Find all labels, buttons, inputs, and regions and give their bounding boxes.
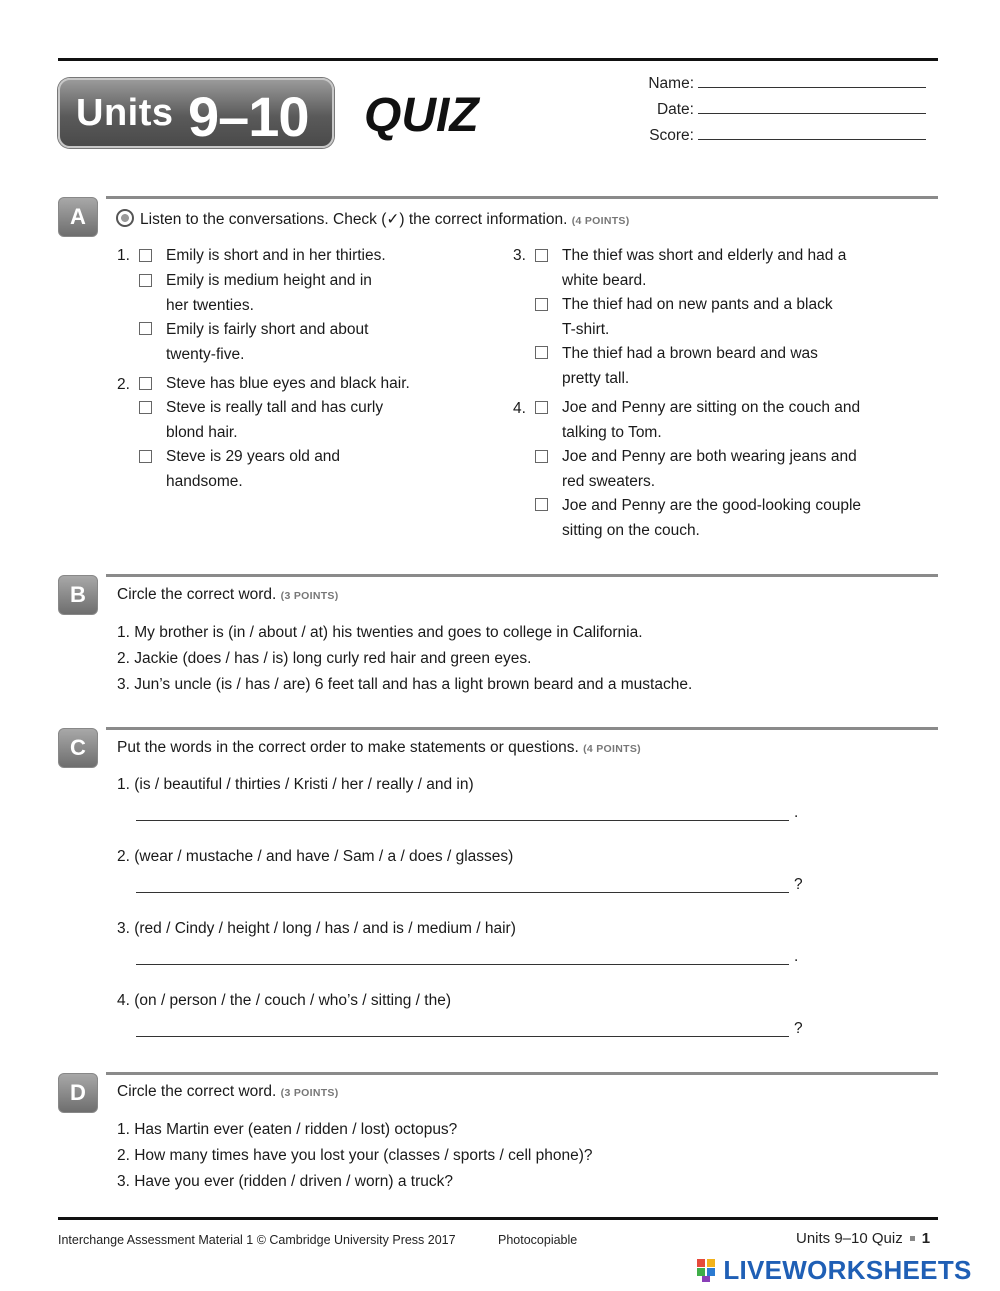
d-item-1[interactable]: 1. Has Martin ever (eaten / ridden / lost) octopus? (117, 1121, 458, 1138)
section-d-badge: D (58, 1073, 98, 1113)
a-q4-option-1: Joe and Penny are sitting on the couch and talking to Tom. (562, 399, 861, 441)
footer-separator-icon (910, 1236, 915, 1241)
a-q3-checkbox-1[interactable] (535, 249, 548, 262)
a-q4-number: 4. (513, 400, 526, 417)
a-q1-checkbox-2[interactable] (139, 274, 152, 287)
section-c-points: (4 POINTS) (583, 743, 641, 755)
b-item-2[interactable]: 2. Jackie (does / has / is) long curly red hair and green eyes. (117, 650, 532, 667)
section-d-rule (106, 1072, 938, 1075)
section-a-instruction-row (116, 209, 630, 229)
c-item-3-prompt: 3. (red / Cindy / height / long / has / and is / medium / hair) (117, 920, 516, 937)
quiz-title: QUIZ (364, 89, 479, 142)
units-range: 9–10 (188, 85, 309, 148)
c-item-4-answer-line[interactable] (136, 1036, 789, 1037)
audio-icon[interactable] (116, 209, 134, 227)
section-b-points: (3 POINTS) (280, 590, 339, 602)
a-q1-option-1: Emily is short and in her thirties. (166, 247, 386, 264)
a-q1-checkbox-3[interactable] (139, 322, 152, 335)
section-a-points: (4 POINTS) (571, 215, 630, 227)
a-q4-option-3: Joe and Penny are the good-looking couple sitting on the couch. (562, 497, 862, 539)
section-c-badge: C (58, 728, 98, 768)
footer-copyright: Interchange Assessment Material 1 © Cambridge University Press 2017 (58, 1233, 456, 1247)
section-c-instruction-row (117, 739, 641, 757)
section-d-points: (3 POINTS) (280, 1087, 339, 1099)
a-q4-option-2: Joe and Penny are both wearing jeans and red sweaters. (562, 448, 857, 490)
a-q4-checkbox-1[interactable] (535, 401, 548, 414)
section-b-instruction: Circle the correct word. (117, 586, 277, 603)
a-q1-number: 1. (117, 247, 130, 264)
footer-quiz-label: Units 9–10 Quiz (796, 1230, 903, 1247)
c-item-4-prompt: 4. (on / person / the / couch / who’s / sitting / the) (117, 992, 451, 1009)
c-item-2-end: ? (794, 876, 803, 893)
bottom-rule (58, 1217, 938, 1220)
section-a-rule (106, 196, 938, 199)
name-label: Name: (648, 75, 694, 92)
date-field (646, 100, 926, 119)
a-q3-checkbox-3[interactable] (535, 346, 548, 359)
units-badge (58, 78, 334, 148)
d-item-2[interactable]: 2. How many times have you lost your (classes / sports / cell phone)? (117, 1147, 593, 1164)
a-q2-option-2: Steve is really tall and has curly blond hair. (166, 399, 384, 441)
a-q3-number: 3. (513, 247, 526, 264)
units-word: Units (76, 92, 174, 134)
b-item-3[interactable]: 3. Jun’s uncle (is / has / are) 6 feet tall and has a light brown beard and a mustache. (117, 676, 693, 693)
footer-page-label (796, 1230, 930, 1247)
a-q2-checkbox-1[interactable] (139, 377, 152, 390)
c-item-1-prompt: 1. (is / beautiful / thirties / Kristi / her / really / and in) (117, 776, 474, 793)
a-q2-number: 2. (117, 376, 130, 393)
c-item-3-answer-line[interactable] (136, 964, 789, 965)
c-item-1-answer-line[interactable] (136, 820, 789, 821)
a-q2-option-1: Steve has blue eyes and black hair. (166, 375, 410, 392)
liveworksheets-logo-icon (697, 1259, 719, 1283)
b-item-1[interactable]: 1. My brother is (in / about / at) his twenties and goes to college in California. (117, 624, 643, 641)
a-q1-option-3: Emily is fairly short and about twenty-five. (166, 321, 369, 363)
section-a-instruction: Listen to the conversations. Check (✓) the correct information. (140, 211, 568, 228)
c-item-2-answer-line[interactable] (136, 892, 789, 893)
liveworksheets-watermark (697, 1255, 972, 1285)
liveworksheets-text: LIVEWORKSHEETS (723, 1255, 972, 1285)
a-q2-checkbox-3[interactable] (139, 450, 152, 463)
section-c-rule (106, 727, 938, 730)
name-field (646, 74, 926, 93)
section-b-badge: B (58, 575, 98, 615)
section-d-instruction: Circle the correct word. (117, 1083, 277, 1100)
c-item-1-end: . (794, 804, 799, 821)
footer-page-number: 1 (921, 1230, 931, 1247)
score-field (646, 126, 926, 145)
section-a-badge: A (58, 197, 98, 237)
a-q2-checkbox-2[interactable] (139, 401, 152, 414)
a-q2-option-3: Steve is 29 years old and handsome. (166, 448, 341, 490)
footer-photocopiable: Photocopiable (498, 1233, 578, 1247)
a-q3-option-3: The thief had a brown beard and was pretty tall. (562, 345, 818, 387)
section-d-instruction-row (117, 1083, 339, 1101)
section-b-rule (106, 574, 938, 577)
section-b-instruction-row (117, 586, 339, 604)
a-q1-option-2: Emily is medium height and in her twenties. (166, 272, 372, 314)
a-q4-checkbox-2[interactable] (535, 450, 548, 463)
name-input-line[interactable] (698, 74, 926, 88)
c-item-2-prompt: 2. (wear / mustache / and have / Sam / a / does / glasses) (117, 848, 514, 865)
d-item-3[interactable]: 3. Have you ever (ridden / driven / worn) a truck? (117, 1173, 453, 1190)
a-q3-option-2: The thief had on new pants and a black T-shirt. (562, 296, 833, 338)
c-item-4-end: ? (794, 1020, 803, 1037)
a-q4-checkbox-3[interactable] (535, 498, 548, 511)
section-c-instruction: Put the words in the correct order to make statements or questions. (117, 739, 579, 756)
top-rule (58, 58, 938, 61)
date-input-line[interactable] (698, 100, 926, 114)
c-item-3-end: . (794, 948, 799, 965)
date-label: Date: (656, 101, 694, 118)
score-input-line[interactable] (698, 126, 926, 140)
a-q3-option-1: The thief was short and elderly and had a white beard. (562, 247, 847, 289)
score-label: Score: (649, 127, 694, 144)
a-q1-checkbox-1[interactable] (139, 249, 152, 262)
a-q3-checkbox-2[interactable] (535, 298, 548, 311)
